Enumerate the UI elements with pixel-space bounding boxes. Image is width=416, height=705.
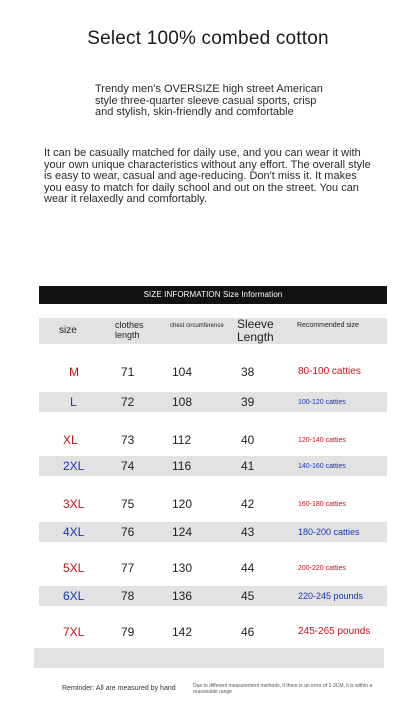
chest-cell: 136 bbox=[172, 589, 193, 603]
table-row bbox=[39, 586, 387, 606]
length-cell: 76 bbox=[121, 525, 135, 539]
recommended-cell: 245-265 pounds bbox=[298, 626, 371, 637]
length-cell: 74 bbox=[121, 459, 135, 473]
recommended-cell: 160-180 catties bbox=[298, 500, 346, 508]
size-cell: 7XL bbox=[63, 625, 85, 639]
length-cell: 73 bbox=[121, 433, 135, 447]
intro-text: Trendy men's OVERSIZE high street American style three-quarter sleeve casual sports, crisp and stylish, skin-friendly and comfortable bbox=[95, 83, 323, 118]
reminder-text: Reminder: All are measured by hand bbox=[62, 685, 176, 692]
sleeve-cell: 43 bbox=[241, 525, 255, 539]
chest-cell: 120 bbox=[172, 497, 193, 511]
reminder-note: Due to different measurement methods, if there is an error of 1-3CM, it is within a reasonable range bbox=[193, 683, 373, 695]
table-header bbox=[39, 318, 387, 344]
table-row bbox=[39, 424, 387, 456]
table-row bbox=[39, 356, 387, 388]
chest-cell: 116 bbox=[172, 459, 192, 473]
table-row bbox=[39, 616, 387, 648]
chest-cell: 124 bbox=[172, 525, 193, 539]
sleeve-cell: 42 bbox=[241, 497, 255, 511]
length-cell: 71 bbox=[121, 365, 135, 379]
description-text: It can be casually matched for daily use, and you can wear it with your own unique characteristics without any effort. The overall style is easy to wear, casual and age-reducing. Don't miss it. It makes you easy to match for daily school and out on the street. You can wear it relaxedly and comfortably. bbox=[44, 147, 371, 206]
length-cell: 75 bbox=[121, 497, 135, 511]
table-row bbox=[39, 552, 387, 584]
header-chest-circumference: chest circumference bbox=[170, 323, 224, 329]
sleeve-cell: 41 bbox=[241, 459, 255, 473]
chest-cell: 108 bbox=[172, 395, 193, 409]
length-cell: 72 bbox=[121, 395, 135, 409]
length-cell: 78 bbox=[121, 589, 135, 603]
footer-bar bbox=[34, 648, 384, 668]
header-recommended-size: Recommended size bbox=[297, 322, 359, 329]
size-cell: L bbox=[70, 395, 77, 409]
chest-cell: 104 bbox=[172, 365, 193, 379]
chest-cell: 142 bbox=[172, 625, 193, 639]
page-title: Select 100% combed cotton bbox=[87, 28, 329, 49]
table-row bbox=[39, 522, 387, 542]
size-cell: 6XL bbox=[63, 589, 85, 603]
table-row bbox=[39, 456, 387, 476]
size-information-bar: SIZE INFORMATION Size Information bbox=[39, 286, 387, 304]
sleeve-cell: 45 bbox=[241, 589, 255, 603]
chest-cell: 112 bbox=[172, 433, 192, 447]
sleeve-cell: 38 bbox=[241, 365, 255, 379]
header-size: size bbox=[59, 325, 77, 336]
chest-cell: 130 bbox=[172, 561, 193, 575]
size-cell: XL bbox=[63, 433, 78, 447]
table-row bbox=[39, 488, 387, 520]
sleeve-cell: 46 bbox=[241, 625, 255, 639]
header-clothes-length: clothes length bbox=[115, 320, 144, 340]
recommended-cell: 180-200 catties bbox=[298, 526, 360, 537]
size-cell: 2XL bbox=[63, 459, 85, 473]
sleeve-cell: 44 bbox=[241, 561, 255, 575]
header-sleeve-length: Sleeve Length bbox=[237, 317, 274, 344]
table-row bbox=[39, 392, 387, 412]
recommended-cell: 80-100 catties bbox=[298, 366, 361, 377]
length-cell: 79 bbox=[121, 625, 135, 639]
recommended-cell: 120-140 catties bbox=[298, 436, 346, 444]
length-cell: 77 bbox=[121, 561, 135, 575]
recommended-cell: 140-160 catties bbox=[298, 462, 346, 470]
recommended-cell: 100-120 catties bbox=[298, 398, 346, 406]
size-cell: 4XL bbox=[63, 525, 85, 539]
sleeve-cell: 40 bbox=[241, 433, 255, 447]
size-cell: 3XL bbox=[63, 497, 85, 511]
recommended-cell: 200-220 catties bbox=[298, 564, 346, 572]
recommended-cell: 220-245 pounds bbox=[298, 590, 364, 601]
sleeve-cell: 39 bbox=[241, 395, 255, 409]
size-cell: M bbox=[69, 365, 79, 379]
size-cell: 5XL bbox=[63, 561, 85, 575]
